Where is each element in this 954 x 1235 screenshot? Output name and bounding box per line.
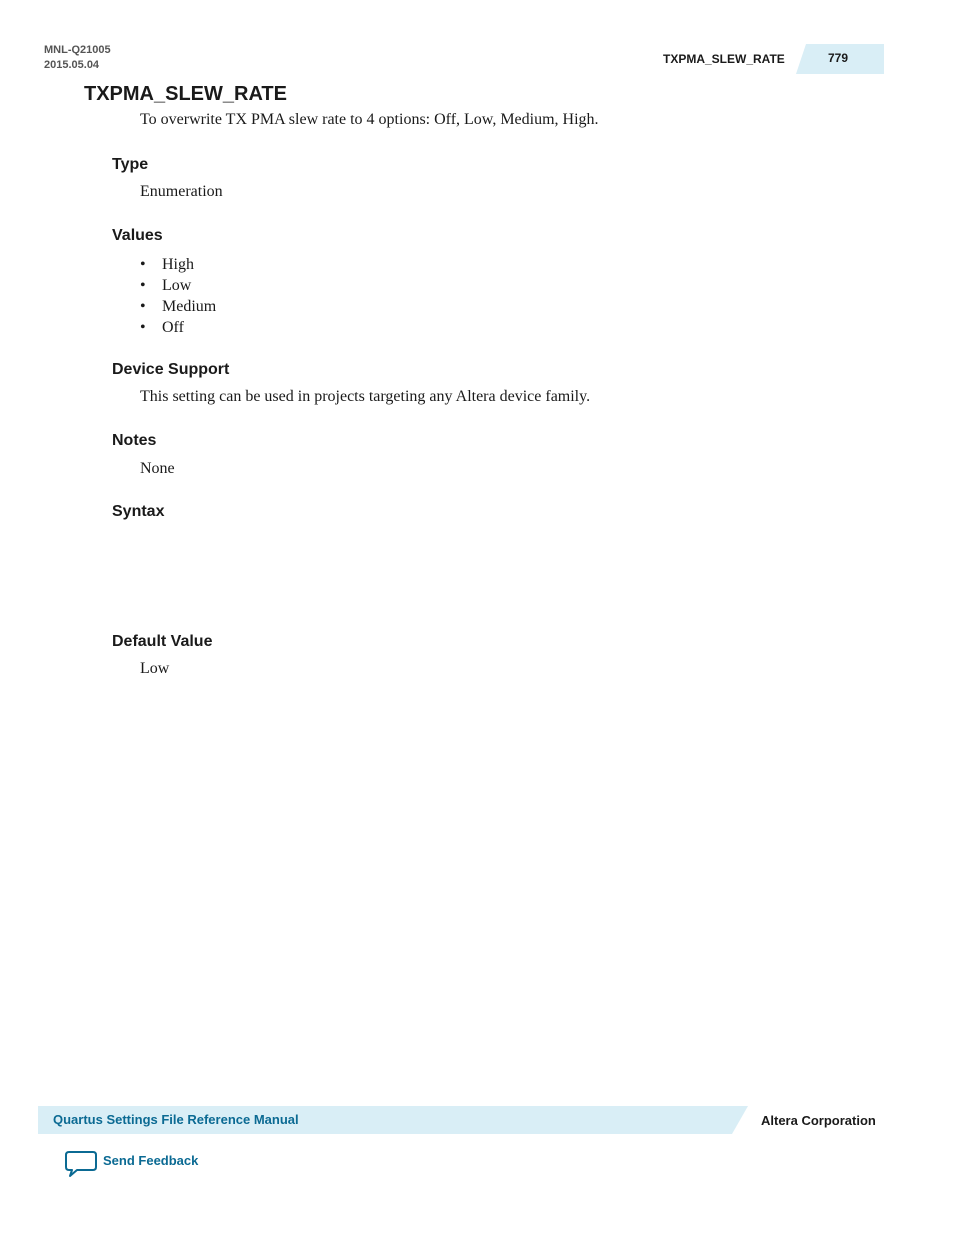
- values-heading: Values: [112, 227, 163, 244]
- bullet-icon: •: [140, 298, 146, 315]
- bullet-icon: •: [140, 319, 146, 336]
- document-date: 2015.05.04: [44, 59, 100, 71]
- values-list: [140, 254, 216, 338]
- running-title: TXPMA_SLEW_RATE: [663, 52, 785, 66]
- list-item: • Off: [140, 319, 184, 336]
- send-feedback-link[interactable]: Send Feedback: [103, 1153, 199, 1168]
- list-item: • High: [140, 256, 194, 273]
- bullet-icon: •: [140, 256, 146, 273]
- page-title: TXPMA_SLEW_RATE: [84, 83, 287, 105]
- device-support-heading: Device Support: [112, 361, 230, 378]
- type-heading: Type: [112, 156, 149, 173]
- list-item: • Low: [140, 277, 192, 294]
- manual-title: Quartus Settings File Reference Manual: [53, 1112, 299, 1127]
- document-id-block: [44, 43, 111, 73]
- default-value-text: Low: [140, 660, 170, 677]
- company-name: Altera Corporation: [761, 1113, 876, 1128]
- speech-bubble-icon[interactable]: [64, 1149, 98, 1179]
- type-value: Enumeration: [140, 183, 223, 200]
- notes-text: None: [140, 460, 175, 477]
- default-value-heading: Default Value: [112, 633, 213, 650]
- document-id: MNL-Q21005: [44, 44, 111, 56]
- notes-heading: Notes: [112, 432, 157, 449]
- description: To overwrite TX PMA slew rate to 4 options: Off, Low, Medium, High.: [140, 111, 599, 128]
- page-number: 779: [828, 51, 849, 65]
- device-support-text: This setting can be used in projects targeting any Altera device family.: [140, 388, 591, 405]
- bullet-icon: •: [140, 277, 146, 294]
- list-item: • Medium: [140, 298, 217, 315]
- syntax-heading: Syntax: [112, 503, 165, 520]
